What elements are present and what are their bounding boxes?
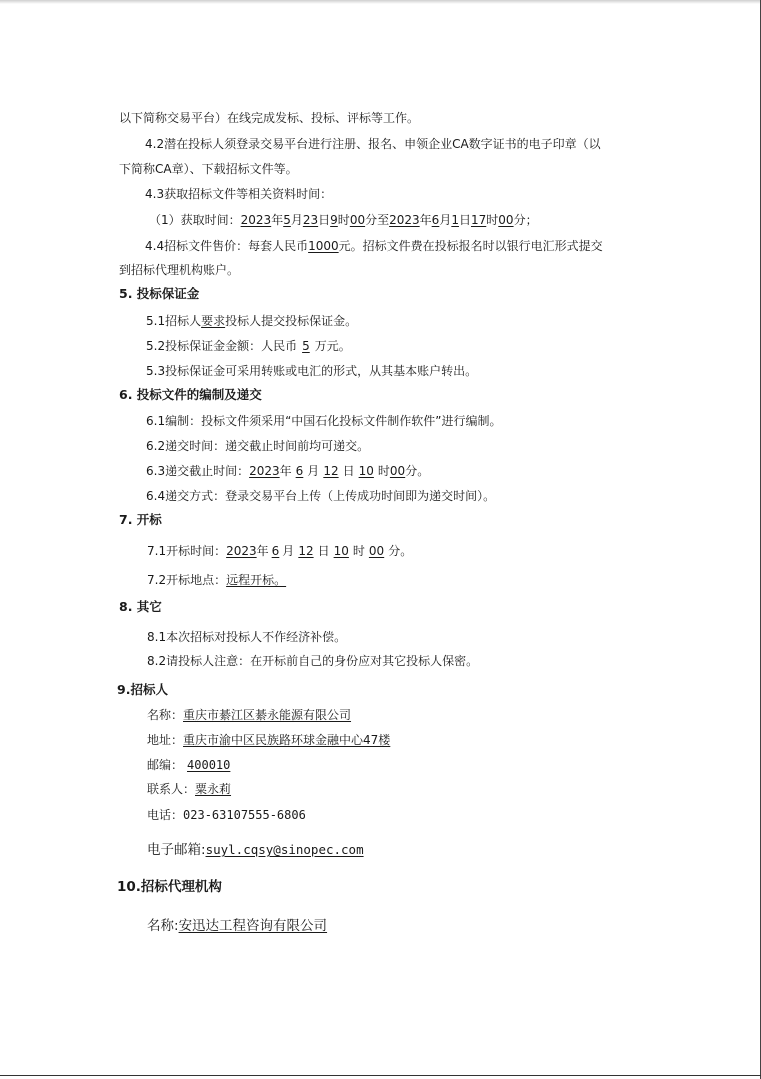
text-line: 以下简称交易平台）在线完成发标、投标、评标等工作。 [119,111,420,125]
section-heading: 7. 开标 [119,512,162,527]
day-value: 23 [302,213,319,227]
text-line: 6.1编制：投标文件须采用“中国石化投标文件制作软件”进行编制。 [146,414,502,428]
deposit-line [146,313,357,329]
minute-value: 00 [368,544,385,558]
section-heading: 5. 投标保证金 [119,286,200,301]
unit: 日 [342,464,355,478]
text-line: 5.3投标保证金可采用转账或电汇的形式，从其基本账户转出。 [146,364,478,378]
text-line: 8.2请投标人注意：在开标前自己的身份应对其它投标人保密。 [147,654,479,668]
label: 7.2开标地点： [147,573,227,587]
phone-value: 023-63107555-6806 [183,808,306,822]
unit: 年 [419,213,432,227]
label: 4.4招标文件售价：每套人民币 [145,239,309,253]
year-value: 2023 [240,213,272,227]
section-heading: 8. 其它 [119,599,162,614]
label: 邮编： [147,758,184,772]
place-value: 远程开标。 [226,573,287,587]
unit: 月 [290,213,303,227]
text: 元。招标文件费在投标报名时以银行电汇形式提交 [338,239,603,253]
minute-value: 00 [349,213,366,227]
text-line: 4.3获取招标文件等相关资料时间： [145,187,333,201]
unit: 分。 [388,544,413,558]
text: 投标人提交投标保证金。 [225,314,358,328]
day-value: 1 [451,213,459,227]
minute-value: 00 [389,464,406,478]
hour-value: 17 [470,213,487,227]
hour-value: 10 [358,464,374,478]
opening-time-line [147,543,412,559]
month-value: 5 [283,213,291,227]
year-value: 2023 [226,544,257,558]
tenderer-address: 重庆市渝中区民族路环球金融中心47楼 [183,733,391,747]
text-line: 6.2递交时间：递交截止时间前均可递交。 [146,439,370,453]
section-heading: 6. 投标文件的编制及递交 [119,387,262,402]
day-value: 12 [298,544,314,558]
unit: 日 [317,544,330,558]
label: 6.3递交截止时间： [146,464,250,478]
agency-name-line [147,917,327,935]
email-line [147,841,364,859]
postcode-line [147,757,230,773]
label: 地址： [147,733,184,747]
contact-line [147,781,231,797]
phone-line [147,807,306,823]
minute-value: 00 [498,213,514,227]
label: （1）获取时间： [149,213,241,227]
unit: 日 [458,213,471,227]
label: 5.1招标人 [146,314,202,328]
unit: 年 [271,213,284,227]
unit: 年 [256,544,269,558]
text: 万元。 [314,339,351,353]
unit: 时 [486,213,499,227]
email-link[interactable]: suyl.cqsy@sinopec.com [205,842,364,857]
text-line: 下简称CA章）、下载招标文件等。 [119,162,298,176]
unit: 分至 [365,213,390,227]
tenderer-address-line [147,732,390,748]
label: 联系人： [147,782,196,796]
contact-value: 粟永莉 [195,782,232,796]
month-value: 6 [271,544,280,558]
unit: 时 [352,544,365,558]
submission-deadline-line [146,463,429,479]
label: 5.2投标保证金金额：人民币 [146,339,298,353]
label: 7.1开标时间： [147,544,227,558]
acquisition-time-line [149,212,538,228]
section-heading: 9.招标人 [117,682,168,697]
unit: 年 [279,464,292,478]
deposit-amount-line [146,338,351,354]
unit: 日 [318,213,331,227]
scan-top-shadow [0,0,761,4]
unit: 分。 [405,464,430,478]
label: 名称: [147,918,179,934]
unit: 分； [513,213,538,227]
page-bottom-edge [0,1075,761,1076]
unit: 月 [282,544,295,558]
text-line: 8.1本次招标对投标人不作经济补偿。 [147,630,347,644]
agency-name: 安迅达工程咨询有限公司 [178,918,328,934]
month-value: 6 [431,213,440,227]
opening-place-line [147,572,286,588]
unit: 月 [307,464,320,478]
year-value: 2023 [389,213,420,227]
unit: 时 [337,213,350,227]
hour-value: 10 [333,544,349,558]
label: 电子邮箱: [147,842,206,858]
unit: 月 [439,213,452,227]
day-value: 12 [323,464,339,478]
amount-value: 5 [302,339,310,353]
price-value: 1000 [308,239,339,253]
unit: 时 [377,464,390,478]
price-line [145,238,603,254]
month-value: 6 [295,464,304,478]
label: 名称： [147,708,184,722]
text-line: 4.2潜在投标人须登录交易平台进行注册、报名、申领企业CA数字证书的电子印章（以 [145,137,601,151]
tenderer-name-line [147,707,351,723]
hour-value: 9 [330,213,338,227]
tenderer-name: 重庆市綦江区綦永能源有限公司 [183,708,352,722]
section-heading: 10.招标代理机构 [117,879,222,895]
text-line: 到招标代理机构账户。 [119,263,240,277]
label: 电话： [147,808,184,822]
postcode-value: 400010 [187,758,231,772]
text-line: 6.4递交方式：登录交易平台上传（上传成功时间即为递交时间）。 [146,489,496,503]
required-value: 要求 [201,314,226,328]
year-value: 2023 [249,464,280,478]
